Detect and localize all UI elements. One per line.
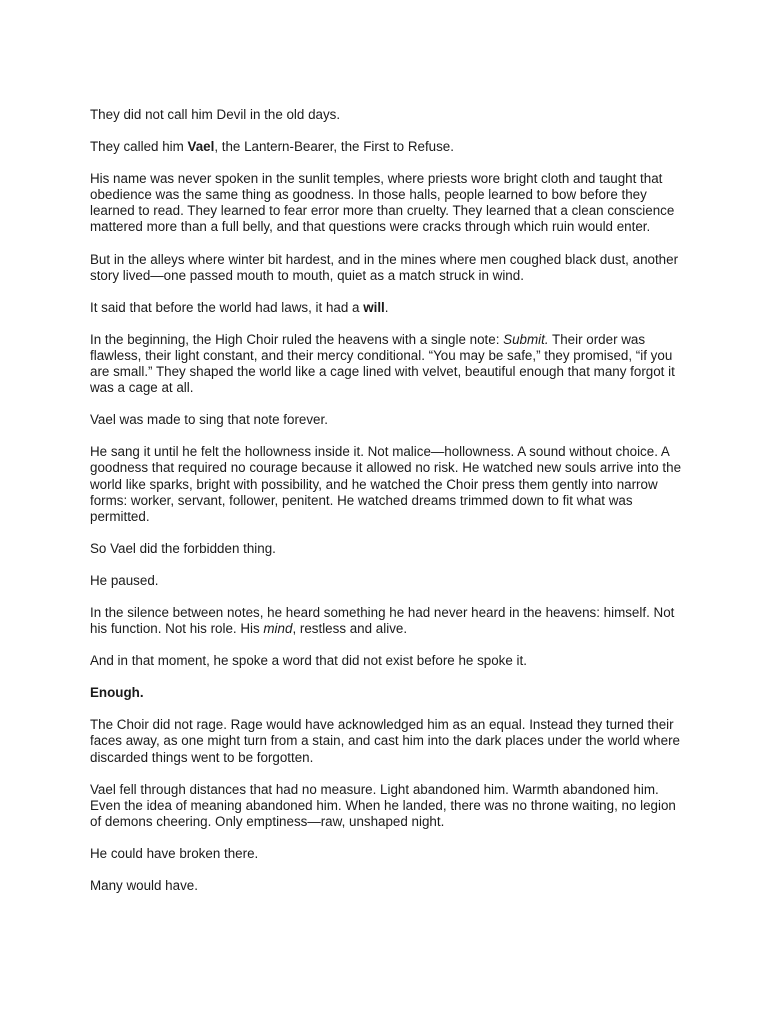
paragraph: In the silence between notes, he heard something he had never heard in the heavens: himself. Not his function. Not his role. His mind, restless and alive. [90, 604, 675, 637]
paragraph: He sang it until he felt the hollowness inside it. Not malice—hollowness. A sound without choice. A goodness that required no courage because it allowed no risk. He watched new souls arrive into the world like sparks, bright with possibility, and he watched the Choir press them gently into narrow forms: worker, servant, follower, penitent. He watched dreams trimmed down to fit what was permitted. [90, 444, 682, 524]
paragraph [90, 685, 690, 701]
paragraph: Many would have. [90, 878, 198, 893]
paragraph: They did not call him Devil in the old days. [90, 107, 341, 122]
paragraph: In the beginning, the High Choir ruled the heavens with a single note: Submit. Their order was flawless, their light constant, and their mercy conditional. “You may be safe,” they promised, “if you are small.” They shaped the world like a cage lined with velvet, beautiful enough that many forgot it was a cage at all. [90, 331, 675, 396]
emphasis-mind: mind [263, 621, 293, 637]
document-body [90, 107, 690, 910]
paragraph: But in the alleys where winter bit hardest, and in the mines where men coughed black dust, another story lived—one passed mouth to mouth, quiet as a match struck in wind. [90, 251, 679, 283]
name-vael: Vael [187, 139, 215, 155]
emphasis-submit: Submit. [503, 331, 549, 347]
paragraph: And in that moment, he spoke a word that did not exist before he spoke it. [90, 653, 527, 669]
paragraph: It said that before the world had laws, it had a will. [90, 299, 389, 315]
paragraph: He paused. [90, 572, 159, 588]
paragraph: His name was never spoken in the sunlit temples, where priests wore bright cloth and taught that obedience was the same thing as goodness. In those halls, people learned to bow before they learned to read. They learned to fear error more than cruelty. They learned that a clean conscience mattered more than a full belly, and that questions were cracks through which ruin would enter. [90, 171, 675, 235]
paragraph: They called him Vael, the Lantern-Bearer, the First to Refuse. [90, 139, 454, 155]
paragraph: The Choir did not rage. Rage would have acknowledged him as an equal. Instead they turned their faces away, as one might turn from a stain, and cast him into the dark places under the world where discarded things went to be forgotten. [90, 717, 680, 765]
paragraph: So Vael did the forbidden thing. [90, 540, 276, 556]
paragraph: Vael fell through distances that had no measure. Light abandoned him. Warmth abandoned him. Even the idea of meaning abandoned him. When he landed, there was no throne waiting, no legion of demons cheering. Only emptiness—raw, unshaped night. [90, 781, 676, 829]
paragraph: Vael was made to sing that note forever. [90, 412, 328, 428]
paragraph: He could have broken there. [90, 845, 259, 861]
emphasis-enough: Enough. [90, 685, 144, 701]
emphasis-will: will [363, 299, 385, 315]
